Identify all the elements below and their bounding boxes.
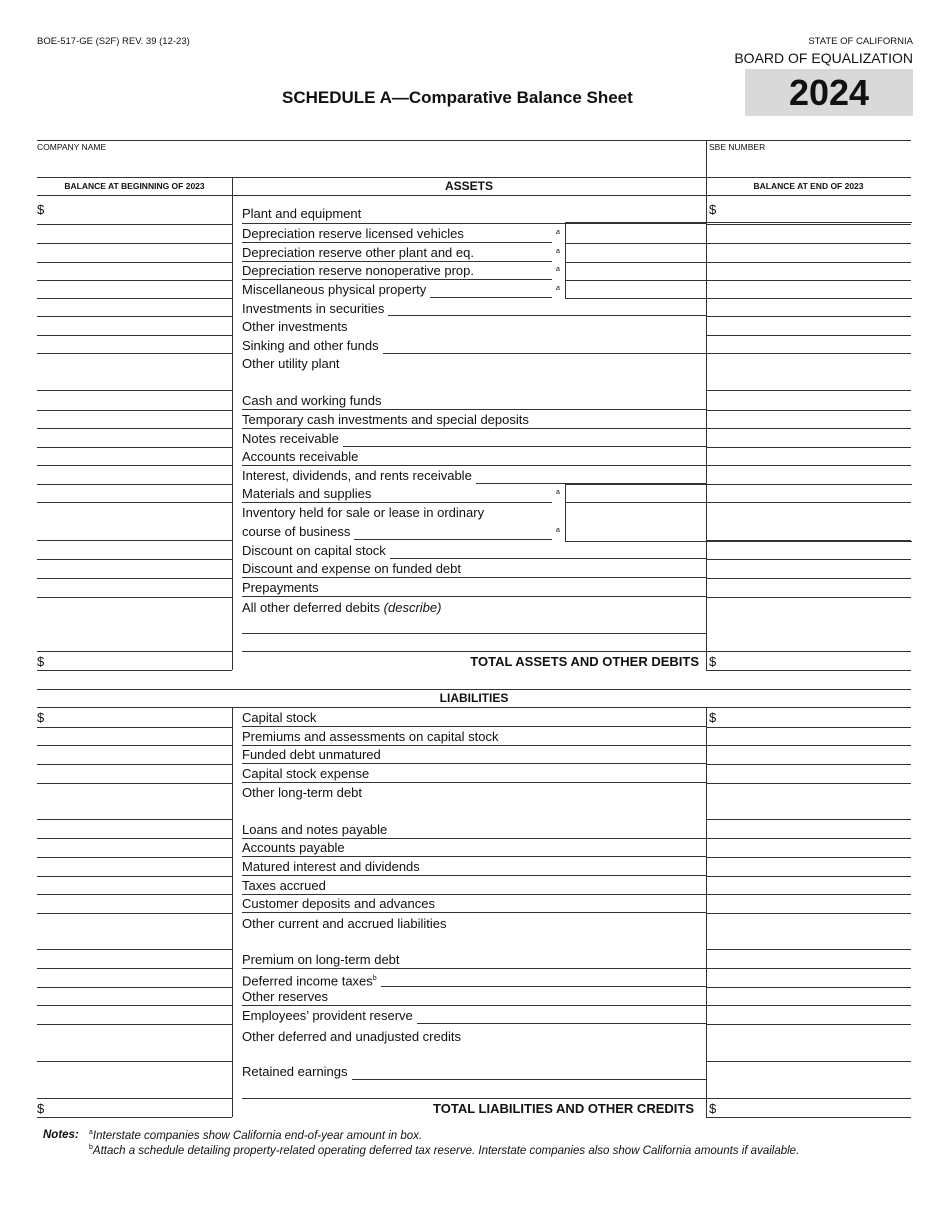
col-begin-header: BALANCE AT BEGINNING OF 2023 xyxy=(64,181,205,191)
total-liab-end-dollar: $ xyxy=(709,1101,717,1116)
asset-materials: Materials and supplies xyxy=(242,486,375,502)
company-name-field[interactable] xyxy=(37,152,705,177)
liab-other-current: Other current and accrued liabilities xyxy=(242,916,451,932)
year: 2024 xyxy=(788,72,870,113)
sbe-number-field[interactable] xyxy=(709,152,909,177)
liab-matured-interest: Matured interest and dividends xyxy=(242,859,424,875)
footnote-a-marker: a xyxy=(556,285,560,292)
asset-temp-cash: Temporary cash investments and special deposits xyxy=(242,412,533,428)
liab-provident-reserve: Employees’ provident reserve xyxy=(242,1008,417,1024)
liab-other-reserves: Other reserves xyxy=(242,989,332,1005)
asset-deferred-debits: All other deferred debits (describe) xyxy=(242,600,445,616)
asset-other-investments: Other investments xyxy=(242,319,352,335)
board-label: BOARD OF EQUALIZATION xyxy=(734,50,913,66)
liab-accounts-payable: Accounts payable xyxy=(242,840,349,856)
depreciation-amount-box[interactable] xyxy=(565,222,912,299)
footnote-a-marker: a xyxy=(556,229,560,236)
sbe-number-label: SBE NUMBER xyxy=(709,142,766,152)
total-liab-begin-dollar: $ xyxy=(37,1101,45,1116)
asset-interest-receivable: Interest, dividends, and rents receivable xyxy=(242,468,476,484)
liab-deferred-income-taxes: Deferred income taxes$^b$ xyxy=(242,971,381,989)
assets-heading: ASSETS xyxy=(444,179,493,193)
asset-sinking-funds: Sinking and other funds xyxy=(242,338,383,354)
asset-dep-nonop: Depreciation reserve nonoperative prop. xyxy=(242,263,478,279)
state-label: STATE OF CALIFORNIA xyxy=(808,36,913,47)
footnote-a-marker: a xyxy=(556,266,560,273)
footnote-b-marker: b xyxy=(372,975,377,982)
form-id: BOE-517-GE (S2F) REV. 39 (12-23) xyxy=(37,36,190,47)
liab-end-dollar: $ xyxy=(709,710,717,725)
begin-dollar: $ xyxy=(37,202,45,217)
note-a: $^a$Interstate companies show California end-of-year amount in box. xyxy=(89,1129,423,1142)
asset-inventory-line2: course of business xyxy=(242,524,354,540)
liab-begin-dollar: $ xyxy=(37,710,45,725)
asset-dep-other: Depreciation reserve other plant and eq. xyxy=(242,245,478,261)
asset-dep-vehicles: Depreciation reserve licensed vehicles xyxy=(242,226,468,242)
footnote-a-marker: a xyxy=(556,527,560,534)
liab-retained-earnings: Retained earnings xyxy=(242,1064,352,1080)
asset-notes-receivable: Notes receivable xyxy=(242,431,343,447)
liab-capital-expense: Capital stock expense xyxy=(242,766,373,782)
liab-capital-stock: Capital stock xyxy=(242,710,320,726)
liab-taxes-accrued: Taxes accrued xyxy=(242,878,330,894)
total-assets-label: TOTAL ASSETS AND OTHER DEBITS xyxy=(470,654,699,669)
total-assets-end-dollar: $ xyxy=(709,654,717,669)
liab-funded-debt: Funded debt unmatured xyxy=(242,747,385,763)
asset-discount-stock: Discount on capital stock xyxy=(242,543,390,559)
asset-cash: Cash and working funds xyxy=(242,393,385,409)
asset-accounts-receivable: Accounts receivable xyxy=(242,449,362,465)
col-end-header: BALANCE AT END OF 2023 xyxy=(753,181,864,191)
page-title: SCHEDULE A—Comparative Balance Sheet xyxy=(282,88,633,107)
footnote-a-marker: a xyxy=(556,489,560,496)
total-assets-begin-dollar: $ xyxy=(37,654,45,669)
liab-customer-deposits: Customer deposits and advances xyxy=(242,896,439,912)
liab-other-lt-debt: Other long-term debt xyxy=(242,785,366,801)
footnote-a-marker: a xyxy=(556,248,560,255)
asset-prepayments: Prepayments xyxy=(242,580,323,596)
liab-other-deferred: Other deferred and unadjusted credits xyxy=(242,1029,465,1045)
total-liabilities-label: TOTAL LIABILITIES AND OTHER CREDITS xyxy=(433,1101,694,1116)
end-dollar: $ xyxy=(709,202,717,217)
asset-plant-equipment: Plant and equipment xyxy=(242,206,365,222)
notes-label: Notes: xyxy=(43,1129,79,1141)
asset-inv-securities: Investments in securities xyxy=(242,301,388,317)
asset-inventory-line1: Inventory held for sale or lease in ordinary xyxy=(242,505,488,521)
liabilities-heading: LIABILITIES xyxy=(439,691,509,705)
asset-other-utility-plant: Other utility plant xyxy=(242,356,344,372)
liab-loans: Loans and notes payable xyxy=(242,822,391,838)
liab-premium-lt-debt: Premium on long-term debt xyxy=(242,952,404,968)
company-name-label: COMPANY NAME xyxy=(37,142,107,152)
asset-discount-debt: Discount and expense on funded debt xyxy=(242,561,465,577)
liab-premiums: Premiums and assessments on capital stock xyxy=(242,729,503,745)
inventory-amount-box[interactable] xyxy=(565,484,912,542)
note-b: $^b$Attach a schedule detailing property-related operating deferred tax reserve. Interstate companies also show California amounts if available. xyxy=(89,1144,800,1157)
asset-misc-physical: Miscellaneous physical property xyxy=(242,282,430,298)
year-box xyxy=(745,69,913,116)
